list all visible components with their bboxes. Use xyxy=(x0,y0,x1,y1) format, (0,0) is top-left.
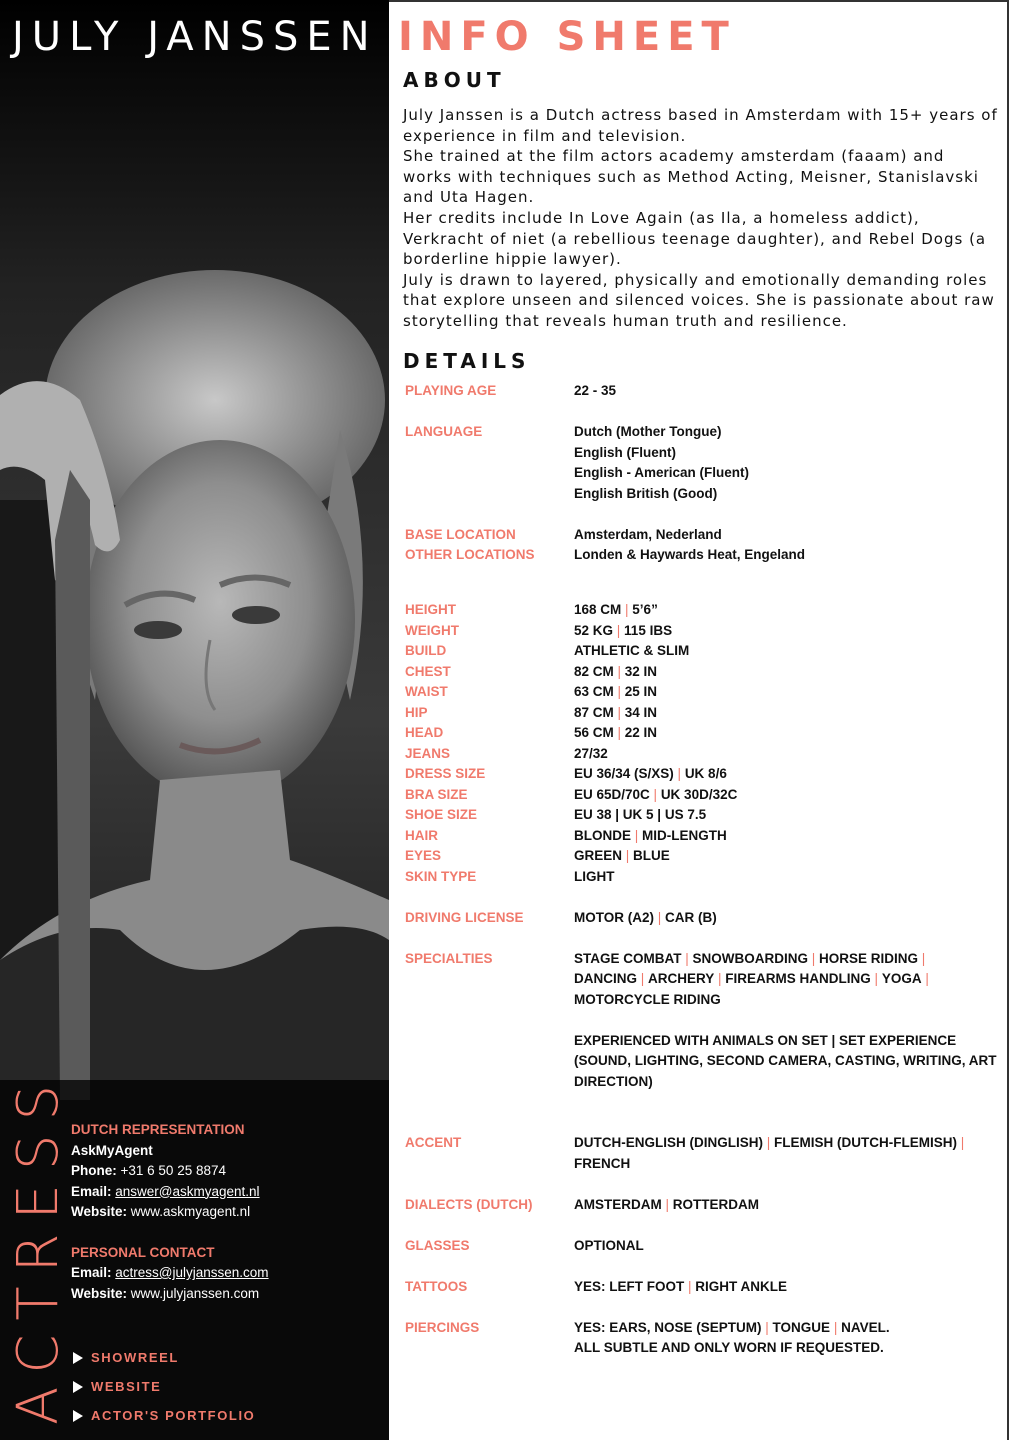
separator: | xyxy=(918,950,926,966)
detail-value-part: 52 KG xyxy=(574,622,614,638)
separator: | xyxy=(613,622,625,638)
detail-row xyxy=(405,641,1005,662)
detail-value xyxy=(574,703,1005,724)
detail-value xyxy=(574,682,1005,703)
detail-value xyxy=(574,525,1005,546)
separator: | xyxy=(654,909,666,925)
detail-value xyxy=(574,908,1005,929)
quick-links xyxy=(73,1343,255,1430)
detail-value xyxy=(574,1195,1005,1216)
agency-website-link[interactable]: www.askmyagent.nl xyxy=(130,1204,251,1219)
detail-value-part: FLEMISH (DUTCH-FLEMISH) xyxy=(774,1135,957,1151)
detail-value-part: EU 36/34 (S/XS) xyxy=(574,766,674,782)
detail-value xyxy=(574,805,1005,826)
detail-label: WEIGHT xyxy=(405,622,459,638)
detail-value xyxy=(574,641,1005,662)
detail-row xyxy=(405,703,1005,724)
detail-label: HIP xyxy=(405,704,428,720)
detail-value-part: EU 38 | UK 5 | US 7.5 xyxy=(574,807,707,823)
separator: | xyxy=(808,950,820,966)
detail-value-part: YOGA xyxy=(881,971,922,987)
detail-value xyxy=(574,846,1005,867)
detail-row xyxy=(405,744,1005,765)
detail-label: PIERCINGS xyxy=(405,1319,480,1335)
detail-row xyxy=(405,1236,1005,1257)
detail-value-part: LIGHT xyxy=(574,868,615,884)
detail-row xyxy=(405,723,1005,744)
detail-label: HEIGHT xyxy=(405,602,457,618)
row-spacer xyxy=(405,566,1005,601)
detail-value-part: NAVEL. ALL SUBTLE AND ONLY WORN IF REQUESTED. xyxy=(574,1319,890,1356)
detail-value-part: 87 CM xyxy=(574,704,614,720)
row-spacer xyxy=(405,1297,1005,1318)
detail-label: DRESS SIZE xyxy=(405,766,486,782)
detail-value-part: BLONDE xyxy=(574,827,631,843)
about-paragraph: July is drawn to layered, physically and emotionally demanding roles that explore unseen and silenced voices. She is passionate about raw storytelling that reveals human truth and resilience. xyxy=(403,270,995,330)
separator: | xyxy=(957,1135,965,1151)
detail-value-part: OPTIONAL xyxy=(574,1237,644,1253)
detail-value-part: ATHLETIC & SLIM xyxy=(574,643,690,659)
play-triangle-icon xyxy=(73,1410,83,1422)
detail-value-part: EXPERIENCED WITH ANIMALS ON SET | SET EXPERIENCE (SOUND, LIGHTING, SECOND CAMERA, CASTING, WRITING, ART DIRECTION) xyxy=(574,1032,997,1089)
separator: | xyxy=(681,950,693,966)
detail-value xyxy=(574,949,1005,1011)
detail-row xyxy=(405,826,1005,847)
detail-value-part: DANCING xyxy=(574,971,637,987)
about-paragraph: Her credits include In Love Again (as Ila, a homeless addict), Verkracht of niet (a rebellious teenage daughter), and Rebel Dogs (a borderline hippie lawyer). xyxy=(403,208,987,269)
detail-label: BASE LOCATION xyxy=(405,526,516,542)
detail-value xyxy=(574,1031,1005,1093)
detail-value xyxy=(574,764,1005,785)
detail-value xyxy=(574,1277,1005,1298)
detail-row xyxy=(405,867,1005,888)
agency-phone: Phone: +31 6 50 25 8874 xyxy=(71,1163,226,1178)
sheet-title: INFO SHEET xyxy=(398,14,736,60)
separator: | xyxy=(870,971,882,987)
detail-value-part: 32 IN xyxy=(624,663,658,679)
detail-row xyxy=(405,764,1005,785)
row-spacer xyxy=(405,1092,1005,1133)
detail-value xyxy=(574,744,1005,765)
detail-value-part: DUTCH-ENGLISH (DINGLISH) xyxy=(574,1135,763,1151)
personal-website: Website: www.julyjanssen.com xyxy=(71,1285,260,1301)
detail-label: SHOE SIZE xyxy=(405,807,478,823)
detail-row xyxy=(405,1318,1005,1359)
detail-label: SPECIALTIES xyxy=(405,950,493,966)
detail-label: LANGUAGE xyxy=(405,424,483,439)
detail-row xyxy=(405,785,1005,806)
detail-value-part: 27/32 xyxy=(574,745,608,761)
detail-label: WAIST xyxy=(405,684,448,700)
agency-email: Email: answer@askmyagent.nl xyxy=(71,1183,260,1199)
detail-value xyxy=(574,867,1005,888)
vertical-role-label: ACTRESS xyxy=(6,1070,71,1425)
detail-value-part: UK 8/6 xyxy=(684,766,727,782)
row-spacer xyxy=(405,1174,1005,1195)
detail-label: GLASSES xyxy=(405,1237,470,1253)
detail-label: OTHER LOCATIONS xyxy=(405,547,535,562)
detail-value xyxy=(574,381,1005,402)
detail-value-part: 82 CM xyxy=(574,663,614,679)
detail-row xyxy=(405,1195,1005,1216)
detail-value-part: YES: LEFT FOOT xyxy=(574,1278,685,1294)
separator: | xyxy=(763,1135,775,1151)
detail-value xyxy=(574,785,1005,806)
detail-value xyxy=(574,621,1005,642)
detail-label: BUILD xyxy=(405,643,447,659)
row-spacer xyxy=(405,402,1005,423)
detail-label: PLAYING AGE xyxy=(405,383,497,398)
detail-row xyxy=(405,621,1005,642)
about-paragraph: July Janssen is a Dutch actress based in Amsterdam with 15+ years of experience in film and television. xyxy=(403,106,998,145)
detail-row xyxy=(405,805,1005,826)
detail-row xyxy=(405,1031,1005,1093)
detail-value-part: 115 IBS xyxy=(624,622,673,638)
detail-value xyxy=(574,1236,1005,1257)
detail-row xyxy=(405,1277,1005,1298)
separator: | xyxy=(661,1196,673,1212)
detail-value xyxy=(574,545,1005,566)
play-triangle-icon xyxy=(73,1352,83,1364)
detail-value-part: Amsterdam, Nederland xyxy=(574,526,722,542)
detail-value-part: MID-LENGTH xyxy=(642,827,727,843)
detail-value-part: 34 IN xyxy=(624,704,658,720)
row-spacer xyxy=(405,1215,1005,1236)
separator: | xyxy=(714,971,726,987)
row-spacer xyxy=(405,887,1005,908)
detail-label: BRA SIZE xyxy=(405,786,468,802)
detail-value-part: RIGHT ANKLE xyxy=(695,1278,788,1294)
details-table xyxy=(405,381,1005,1359)
detail-value xyxy=(574,826,1005,847)
detail-value-part: 25 IN xyxy=(624,684,658,700)
detail-value-part: BLUE xyxy=(633,848,670,864)
detail-value-part: 56 CM xyxy=(574,725,614,741)
detail-value xyxy=(574,600,1005,621)
details-heading: DETAILS xyxy=(403,349,531,373)
separator: | xyxy=(761,1319,773,1335)
detail-value xyxy=(574,1133,1005,1174)
about-heading: ABOUT xyxy=(403,68,506,92)
detail-label: JEANS xyxy=(405,745,451,761)
detail-row xyxy=(405,381,1005,402)
detail-value-part: FRENCH xyxy=(574,1155,631,1171)
detail-value-part: 22 - 35 xyxy=(574,383,617,398)
website-link[interactable]: WEBSITE xyxy=(73,1372,255,1401)
separator: | xyxy=(921,971,929,987)
detail-value-part: AMSTERDAM xyxy=(574,1196,662,1212)
detail-value-part: YES: EARS, NOSE (SEPTUM) xyxy=(574,1319,762,1335)
detail-row xyxy=(405,545,1005,566)
detail-value xyxy=(574,422,1005,504)
separator: | xyxy=(673,766,685,782)
detail-value-part: Londen & Haywards Heat, Engeland xyxy=(574,547,806,562)
detail-value-part: EU 65D/70C xyxy=(574,786,650,802)
detail-value-part: MOTOR (A2) xyxy=(574,909,654,925)
detail-label: CHEST xyxy=(405,663,451,679)
detail-value-part: SNOWBOARDING xyxy=(692,950,809,966)
detail-value-part: 5’6” xyxy=(632,602,658,618)
separator: | xyxy=(613,684,625,700)
detail-value-part: FIREARMS HANDLING xyxy=(725,971,871,987)
detail-row xyxy=(405,949,1005,1011)
detail-row xyxy=(405,682,1005,703)
detail-value-part: CAR (B) xyxy=(665,909,717,925)
detail-label: SKIN TYPE xyxy=(405,868,477,884)
agency-email-link[interactable]: answer@askmyagent.nl xyxy=(115,1183,260,1199)
separator: | xyxy=(613,663,625,679)
row-spacer xyxy=(405,504,1005,525)
detail-value-part: 63 CM xyxy=(574,684,614,700)
detail-label: EYES xyxy=(405,848,442,864)
about-paragraph: She trained at the film actors academy amsterdam (faaam) and works with techniques such as Method Acting, Meisner, Stanislavski and Uta Hagen. xyxy=(403,147,979,207)
separator: | xyxy=(637,971,649,987)
portfolio-link[interactable]: ACTOR'S PORTFOLIO xyxy=(73,1401,255,1430)
detail-label: HEAD xyxy=(405,725,444,741)
separator: | xyxy=(649,786,661,802)
detail-value-part: ROTTERDAM xyxy=(672,1196,760,1212)
personal-contact-heading: PERSONAL CONTACT xyxy=(71,1244,215,1260)
detail-row xyxy=(405,908,1005,929)
separator: | xyxy=(613,725,625,741)
showreel-link[interactable]: SHOWREEL xyxy=(73,1343,255,1372)
agency-name: AskMyAgent xyxy=(71,1142,153,1158)
detail-value-part: 22 IN xyxy=(624,725,658,741)
separator: | xyxy=(621,602,633,618)
separator: | xyxy=(631,827,643,843)
detail-row xyxy=(405,525,1005,546)
detail-label: DRIVING LICENSE xyxy=(405,909,524,925)
separator: | xyxy=(622,848,634,864)
about-text xyxy=(403,105,999,332)
detail-row xyxy=(405,1133,1005,1174)
detail-label: TATTOOS xyxy=(405,1278,468,1294)
detail-label: DIALECTS (DUTCH) xyxy=(405,1196,533,1212)
agency-website: Website: www.askmyagent.nl xyxy=(71,1204,251,1219)
detail-value xyxy=(574,1318,1005,1359)
detail-row xyxy=(405,600,1005,621)
row-spacer xyxy=(405,1256,1005,1277)
detail-value-part: STAGE COMBAT xyxy=(574,950,682,966)
detail-value xyxy=(574,662,1005,683)
separator: | xyxy=(613,704,625,720)
detail-value-part: HORSE RIDING xyxy=(819,950,919,966)
detail-label: HAIR xyxy=(405,827,438,843)
actor-name: JULY JANSSEN xyxy=(12,14,378,60)
detail-value-part: Dutch (Mother Tongue) English (Fluent) English - American (Fluent) English British (Good) xyxy=(574,424,750,501)
separator: | xyxy=(830,1319,842,1335)
personal-email-link[interactable]: actress@julyjanssen.com xyxy=(115,1265,269,1280)
detail-value xyxy=(574,723,1005,744)
detail-value-part: GREEN xyxy=(574,848,623,864)
detail-label: ACCENT xyxy=(405,1135,462,1151)
detail-value-part: TONGUE xyxy=(772,1319,831,1335)
row-spacer xyxy=(405,928,1005,949)
representation-heading: DUTCH REPRESENTATION xyxy=(71,1122,245,1137)
detail-value-part: 168 CM xyxy=(574,602,622,618)
detail-value-part: ARCHERY xyxy=(648,971,715,987)
row-spacer xyxy=(405,1010,1005,1031)
top-border xyxy=(389,0,1009,2)
personal-website-link[interactable]: www.julyjanssen.com xyxy=(130,1285,260,1301)
contact-block xyxy=(71,1120,371,1304)
personal-email: Email: actress@julyjanssen.com xyxy=(71,1265,269,1280)
sidebar xyxy=(0,0,389,1440)
detail-row xyxy=(405,846,1005,867)
detail-value-part: MOTORCYCLE RIDING xyxy=(574,991,721,1007)
detail-row xyxy=(405,422,1005,504)
detail-value-part: UK 30D/32C xyxy=(660,786,738,802)
play-triangle-icon xyxy=(73,1381,83,1393)
separator: | xyxy=(684,1278,696,1294)
detail-row xyxy=(405,662,1005,683)
